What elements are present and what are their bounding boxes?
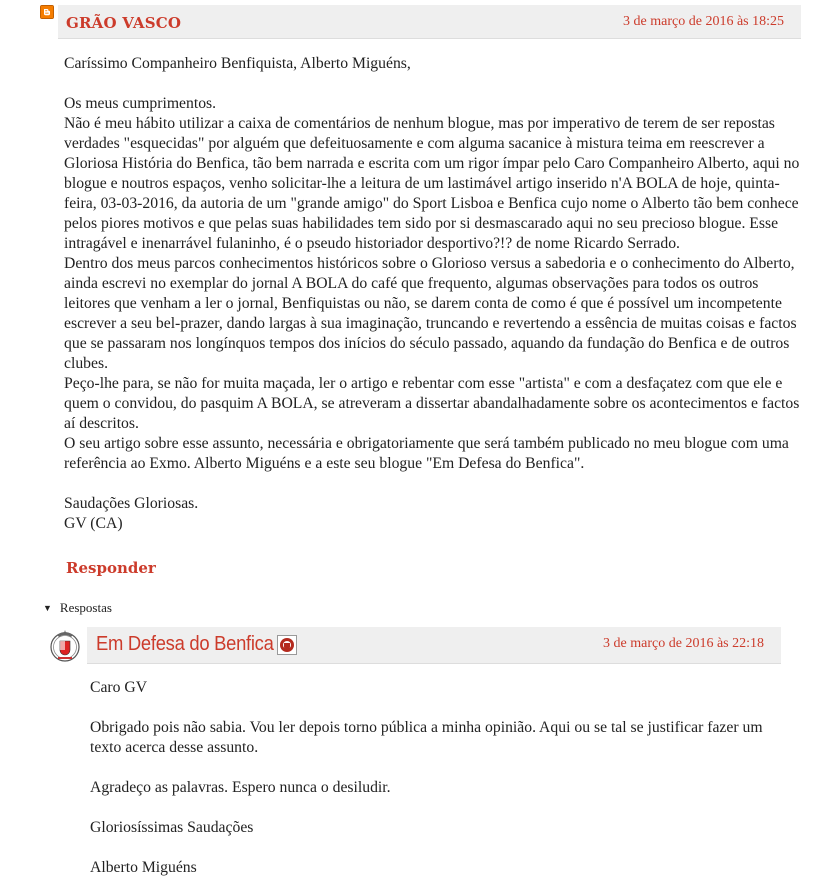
comment-paragraph: Caríssimo Companheiro Benfiquista, Alberto Miguéns,: [64, 55, 411, 72]
benfica-crest-icon[interactable]: [47, 627, 83, 663]
reply-button[interactable]: Responder: [66, 559, 156, 577]
reply-author[interactable]: Em Defesa do Benfica: [96, 633, 274, 655]
replies-toggle[interactable]: [43, 600, 112, 616]
reply-paragraph: Obrigado pois não sabia. Vou ler depois torno pública a minha opinião. Aqui ou se tal se justificar fazer um texto acerca desse assunto.: [90, 719, 763, 756]
reply-paragraph: Caro GV: [90, 679, 148, 696]
reply-paragraph: Gloriosíssimas Saudações: [90, 819, 254, 836]
reply-blank-line: [90, 758, 790, 778]
reply-paragraph: Alberto Miguéns: [90, 859, 197, 876]
reply-blank-line: [90, 838, 790, 858]
comment-paragraph: Dentro dos meus parcos conhecimentos históricos sobre o Glorioso versus a sabedoria e o conhecimento do Alberto, ainda escrevi no exemplar do jornal A BOLA do café que frequento, algumas observações para todos os outros leitores que venham a ler o jornal, Benfiquistas ou não, se darem conta de como é que é possível um incompetente escrever a seu bel-prazer, dando largas à sua imaginação, truncando e revertendo a essência de muitas coisas e factos que se passaram nos longínquos tempos dos inícios do século passado, aquando da fundação do Benfica e de outros clubes.: [64, 255, 797, 372]
comment-paragraph: Saudações Gloriosas.: [64, 495, 199, 512]
reply-blank-line: [90, 698, 790, 718]
reply-header: [87, 627, 781, 664]
replies-toggle-label[interactable]: Respostas: [59, 600, 112, 615]
comment-timestamp[interactable]: 3 de março de 2016 às 18:25: [623, 14, 784, 29]
reply-timestamp[interactable]: 3 de março de 2016 às 22:18: [603, 636, 764, 651]
reply-blank-line: [90, 798, 790, 818]
blog-author-badge-icon: [277, 635, 297, 655]
reply-paragraph: Agradeço as palavras. Espero nunca o desiludir.: [90, 779, 391, 796]
comment-blank-line: [64, 474, 804, 494]
triangle-down-icon[interactable]: ▼: [43, 603, 52, 613]
comment-paragraph: GV (CA): [64, 515, 123, 532]
comment-paragraph: Não é meu hábito utilizar a caixa de comentários de nenhum blogue, mas por imperativo de terem de ser repostas verdades "esquecidas" por alguém que defeituosamente e com alguma sacanice à mistura teima em reescrever a Gloriosa História do Benfica, tão bem narrada e escrita com um rigor ímpar pelo Caro Companheiro Alberto, aqui no blogue e noutros espaços, venho solicitar-lhe a leitura de um lastimável artigo inserido n'A BOLA de hoje, quinta-feira, 03-03-2016, da autoria de um "grande amigo" do Sport Lisboa e Benfica cujo nome o Alberto tão bem conhece pelos piores motivos e que pelas suas habilidades tem sido por si desmascarado aqui no seu precioso blogue. Esse intragável e inenarrável fulaninho, é o pseudo historiador desportivo?!? de nome Ricardo Serrado.: [64, 115, 800, 252]
comment-paragraph: Os meus cumprimentos.: [64, 95, 217, 112]
reply-body: [90, 678, 790, 878]
comment-paragraph: Peço-lhe para, se não for muita maçada, ler o artigo e rebentar com esse "artista" e com a desfaçatez com que ele e quem o convidou, do pasquim A BOLA, se atreveram a dissertar abandalhadamente sobre os acontecimentos e factos aí descritos.: [64, 375, 800, 432]
comment-author[interactable]: GRÃO VASCO: [66, 14, 182, 32]
blogger-icon[interactable]: [40, 5, 54, 19]
comment-blank-line: [64, 74, 804, 94]
comment-paragraph: O seu artigo sobre esse assunto, necessária e obrigatoriamente que será também publicado no meu blogue com uma referência ao Exmo. Alberto Miguéns e a este seu blogue "Em Defesa do Benfica".: [64, 435, 789, 472]
comment-body: [64, 54, 804, 534]
comment-header: [58, 5, 801, 39]
